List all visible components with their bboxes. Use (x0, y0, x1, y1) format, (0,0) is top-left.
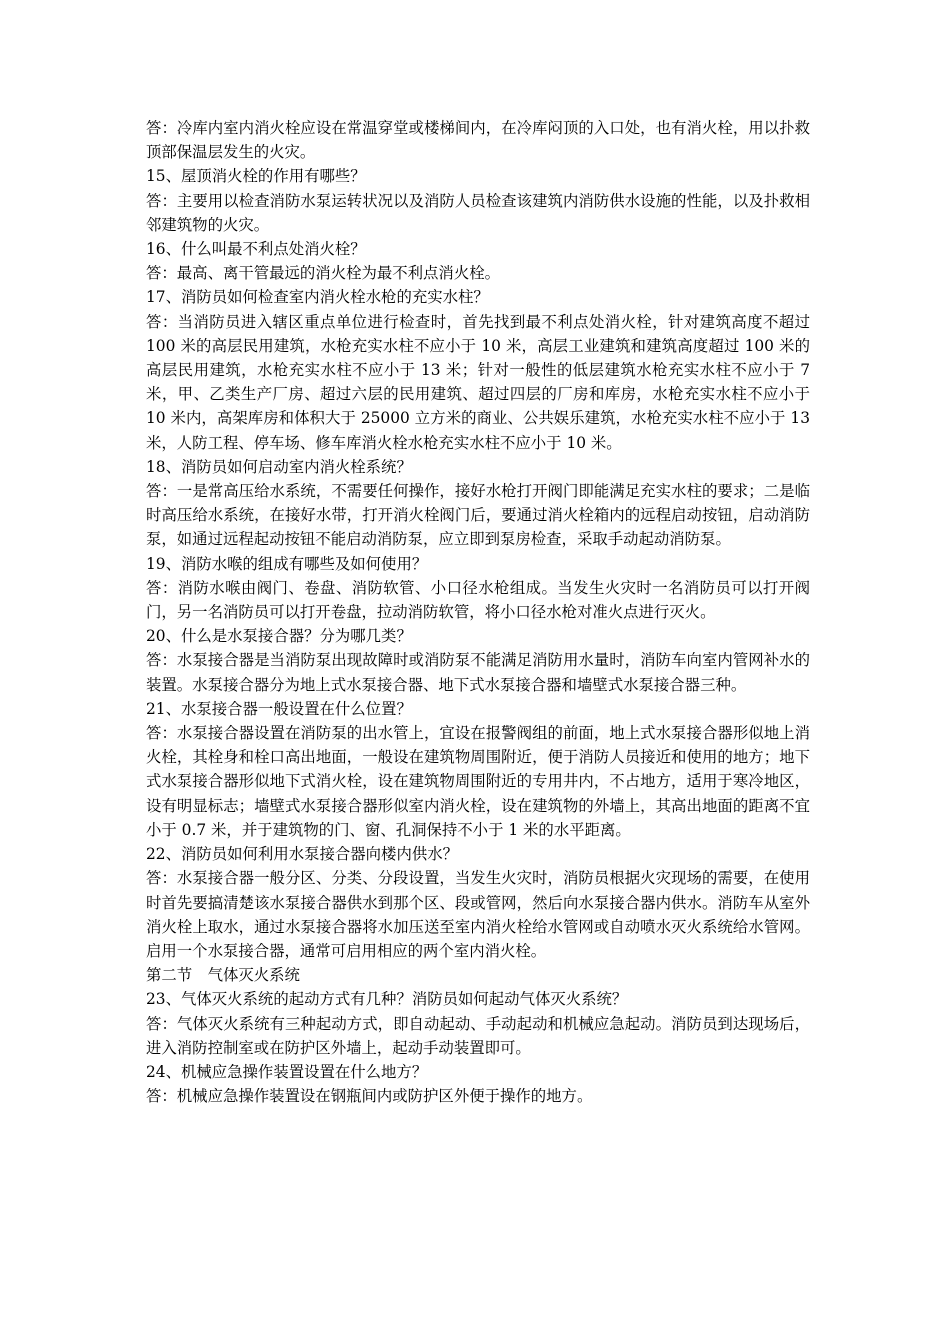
question-heading: 17、消防员如何检查室内消火栓水枪的充实水柱？ (146, 288, 489, 307)
answer-paragraph: 答：水泵接合器一般分区、分类、分段设置，当发生火灾时，消防员根据火灾现场的需要，在使用时首先要搞清楚该水泵接合器供水到那个区、段或管网，然后向水泵接合器内供水。消防车从室外消火栓上取水，通过水泵接合器将水加压送至室内消火栓给水管网或自动喷水灭火系统给水管网。启用一个水泵接合器，通常可启用相应的两个室内消火栓。 (146, 869, 810, 960)
answer-paragraph: 答：水泵接合器设置在消防泵的出水管上，宜设在报警阀组的前面，地上式水泵接合器形似地上消火栓，其栓身和栓口高出地面，一般设在建筑物周围附近，便于消防人员接近和使用的地方；地下式水泵接合器形似地下式消火栓，设在建筑物周围附近的专用井内，不占地方，适用于寒冷地区，设有明显标志；墙壁式水泵接合器形似室内消火栓，设在建筑物的外墙上，其高出地面的距离不宜小于 0.7 米，并于建筑物的门、窗、孔洞保持不小于 1 米的水平距离。 (146, 724, 810, 839)
question-heading: 23、气体灭火系统的起动方式有几种？消防员如何起动气体灭火系统？ (146, 990, 628, 1009)
section-heading: 第二节 气体灭火系统 (146, 966, 300, 985)
answer-paragraph: 答：消防水喉由阀门、卷盘、消防软管、小口径水枪组成。当发生火灾时一名消防员可以打开阀门，另一名消防员可以打开卷盘，拉动消防软管，将小口径水枪对准火点进行灭火。 (146, 578, 810, 622)
question-heading: 24、机械应急操作装置设置在什么地方？ (146, 1062, 428, 1081)
answer-paragraph: 答：气体灭火系统有三种起动方式，即自动起动、手动起动和机械应急起动。消防员到达现场后，进入消防控制室或在防护区外墙上，起动手动装置即可。 (146, 1014, 810, 1057)
question-heading: 20、什么是水泵接合器？分为哪几类？ (146, 627, 412, 646)
question-heading: 15、屋顶消火栓的作用有哪些？ (146, 167, 366, 186)
question-heading: 22、消防员如何利用水泵接合器向楼内供水？ (146, 845, 459, 864)
answer-paragraph: 答：一是常高压给水系统，不需要任何操作，接好水枪打开阀门即能满足充实水柱的要求；二是临时高压给水系统，在接好水带，打开消火栓阀门后，要通过消火栓箱内的远程启动按钮，启动消防泵，如通过远程起动按钮不能启动消防泵，应立即到泵房检查，采取手动起动消防泵。 (146, 482, 810, 549)
answer-paragraph: 答：当消防员进入辖区重点单位进行检查时，首先找到最不利点处消火栓，针对建筑高度不超过 100 米的高层民用建筑，水枪充实水柱不应小于 10 米，高层工业建筑和建筑高度超过 100 米的高层民用建筑，水枪充实水柱不应小于 13 米；针对一般性的低层建筑水枪充实水柱不应小于 7 米，甲、乙类生产厂房、超过六层的民用建筑、超过四层的厂房和库房，水枪充实水柱不应小于 10 米内，高架库房和体积大于 25000 立方米的商业、公共娱乐建筑，水枪充实水柱不应小于 13 米，人防工程、停车场、修车库消火栓水枪充实水柱不应小于 10 米。 (146, 312, 810, 452)
question-heading: 16、什么叫最不利点处消火栓？ (146, 240, 366, 259)
answer-paragraph: 答：冷库内室内消火栓应设在常温穿堂或楼梯间内，在冷库闷顶的入口处，也有消火栓，用以扑救顶部保温层发生的火灾。 (146, 119, 810, 162)
document-body (146, 116, 810, 1108)
question-heading: 19、消防水喉的组成有哪些及如何使用？ (146, 554, 428, 573)
answer-paragraph: 答：最高、离干管最远的消火栓为最不利点消火栓。 (146, 264, 500, 283)
question-heading: 21、水泵接合器一般设置在什么位置？ (146, 699, 412, 718)
answer-paragraph: 答：水泵接合器是当消防泵出现故障时或消防泵不能满足消防用水量时，消防车向室内管网补水的装置。水泵接合器分为地上式水泵接合器、地下式水泵接合器和墙壁式水泵接合器三种。 (146, 651, 810, 694)
answer-paragraph: 答：机械应急操作装置设在钢瓶间内或防护区外便于操作的地方。 (146, 1087, 593, 1106)
answer-paragraph: 答：主要用以检查消防水泵运转状况以及消防人员检查该建筑内消防供水设施的性能，以及扑救相邻建筑物的火灾。 (146, 191, 810, 234)
question-heading: 18、消防员如何启动室内消火栓系统？ (146, 457, 412, 476)
